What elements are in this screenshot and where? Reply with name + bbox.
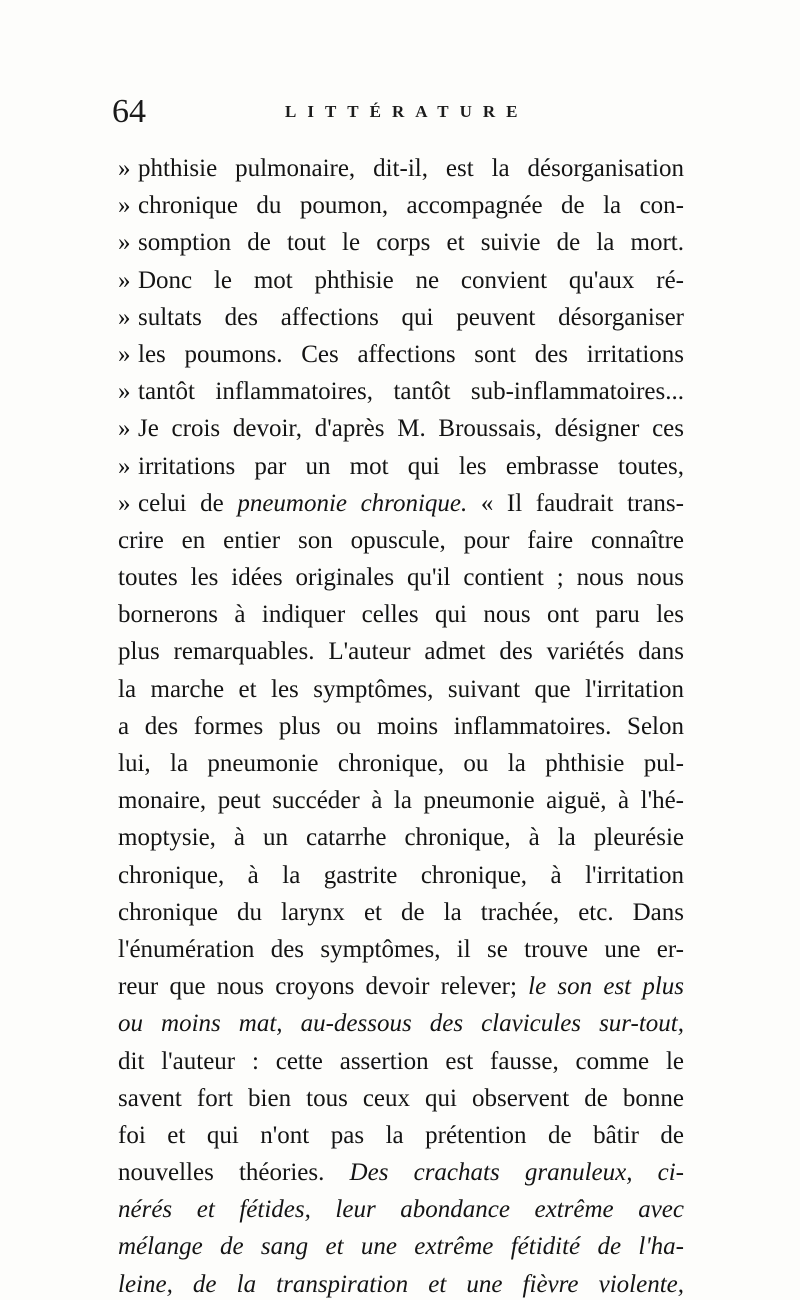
text-line: [118, 596, 684, 633]
text-line: [118, 262, 684, 299]
text-line: [118, 1228, 684, 1265]
text-line: [118, 1043, 684, 1080]
text-line: [118, 819, 684, 856]
text-segment: la marche et les symptômes, suivant que l'irritation: [118, 675, 684, 703]
text-segment: savent fort bien tous ceux qui observent de bonne: [118, 1084, 684, 1112]
text-segment: dit l'auteur : cette assertion est fausse, comme le: [118, 1047, 684, 1075]
quote-mark: »: [118, 340, 131, 368]
text-segment: phthisie pulmonaire, dit-il, est la désorganisation: [138, 155, 684, 182]
text-segment: monaire, peut succéder à la pneumonie aiguë, à l'hé-: [118, 787, 684, 815]
page-number: 64: [112, 93, 146, 130]
text-line: [118, 894, 684, 931]
italic-text: nérés et fétides, leur abondance extrême avec: [118, 1196, 684, 1224]
text-line: [118, 671, 684, 708]
text-line: [118, 857, 684, 894]
page-header: [112, 92, 682, 136]
quote-mark: »: [118, 192, 131, 220]
text-segment: moptysie, à un catarrhe chronique, à la pleurésie: [118, 824, 684, 852]
text-line: [118, 1266, 684, 1303]
text-line: [118, 410, 684, 447]
text-segment: somption de tout le corps et suivie de la mort.: [138, 229, 684, 257]
text-line: [118, 485, 684, 522]
text-segment: tantôt inflammatoires, tantôt sub-inflammatoires...: [138, 378, 684, 406]
text-line: [118, 150, 684, 187]
text-line: [118, 224, 684, 261]
italic-text: pneumonie chronique.: [237, 489, 468, 517]
text-segment: celui de: [138, 489, 238, 517]
text-line: [118, 1117, 684, 1154]
text-segment: chronique du poumon, accompagnée de la con-: [138, 192, 684, 220]
text-line: [118, 633, 684, 670]
body-text: [118, 150, 684, 1303]
quote-mark: »: [118, 415, 131, 443]
text-line: [118, 968, 684, 1005]
text-line: [118, 1005, 684, 1042]
quote-mark: »: [118, 155, 131, 182]
text-segment: « Il faudrait trans-: [467, 489, 684, 517]
text-line: [118, 187, 684, 224]
text-segment: Je crois devoir, d'après M. Broussais, désigner ces: [138, 415, 684, 443]
text-segment: reur que nous croyons devoir relever;: [118, 973, 529, 1001]
text-segment: plus remarquables. L'auteur admet des variétés dans: [118, 638, 684, 666]
running-title: LITTÉRATURE: [285, 102, 529, 121]
quote-mark: »: [118, 229, 131, 257]
text-line: [118, 522, 684, 559]
italic-text: le son est plus: [528, 973, 684, 1001]
text-segment: a des formes plus ou moins inflammatoires. Selon: [118, 712, 684, 740]
text-line: [118, 1191, 684, 1228]
text-line: [118, 931, 684, 968]
text-line: [118, 782, 684, 819]
text-line: [118, 448, 684, 485]
italic-text: leine, de la transpiration et une fièvre violente,: [118, 1270, 684, 1298]
quote-mark: »: [118, 489, 131, 517]
text-line: [118, 373, 684, 410]
text-segment: lui, la pneumonie chronique, ou la phthisie pul-: [118, 750, 684, 777]
text-line: [118, 708, 684, 745]
italic-text: Des crachats granuleux, ci-: [349, 1159, 684, 1187]
quote-mark: »: [118, 378, 131, 406]
quote-mark: »: [118, 452, 131, 480]
text-segment: les poumons. Ces affections sont des irritations: [138, 340, 684, 368]
quote-mark: »: [118, 266, 131, 294]
text-line: [118, 1080, 684, 1117]
quote-mark: »: [118, 303, 131, 331]
text-line: [118, 1154, 684, 1191]
text-segment: sultats des affections qui peuvent désorganiser: [138, 303, 684, 331]
italic-text: ou moins mat, au-dessous des clavicules sur-tout,: [118, 1010, 684, 1038]
text-line: [118, 336, 684, 373]
text-segment: foi et qui n'ont pas la prétention de bâtir de: [118, 1121, 684, 1149]
text-segment: toutes les idées originales qu'il contient ; nous nous: [118, 564, 684, 592]
text-segment: Donc le mot phthisie ne convient qu'aux ré-: [138, 266, 684, 294]
text-segment: nouvelles théories.: [118, 1159, 350, 1187]
text-segment: crire en entier son opuscule, pour faire connaître: [118, 526, 684, 554]
text-line: [118, 745, 684, 782]
text-line: [118, 559, 684, 596]
text-segment: chronique, à la gastrite chronique, à l'irritation: [118, 861, 684, 889]
text-segment: l'énumération des symptômes, il se trouve une er-: [118, 935, 684, 963]
text-segment: chronique du larynx et de la trachée, etc. Dans: [118, 898, 684, 926]
text-segment: bornerons à indiquer celles qui nous ont paru les: [118, 601, 684, 629]
text-segment: irritations par un mot qui les embrasse toutes,: [138, 452, 684, 480]
text-line: [118, 299, 684, 336]
italic-text: mélange de sang et une extrême fétidité de l'ha-: [118, 1233, 684, 1261]
